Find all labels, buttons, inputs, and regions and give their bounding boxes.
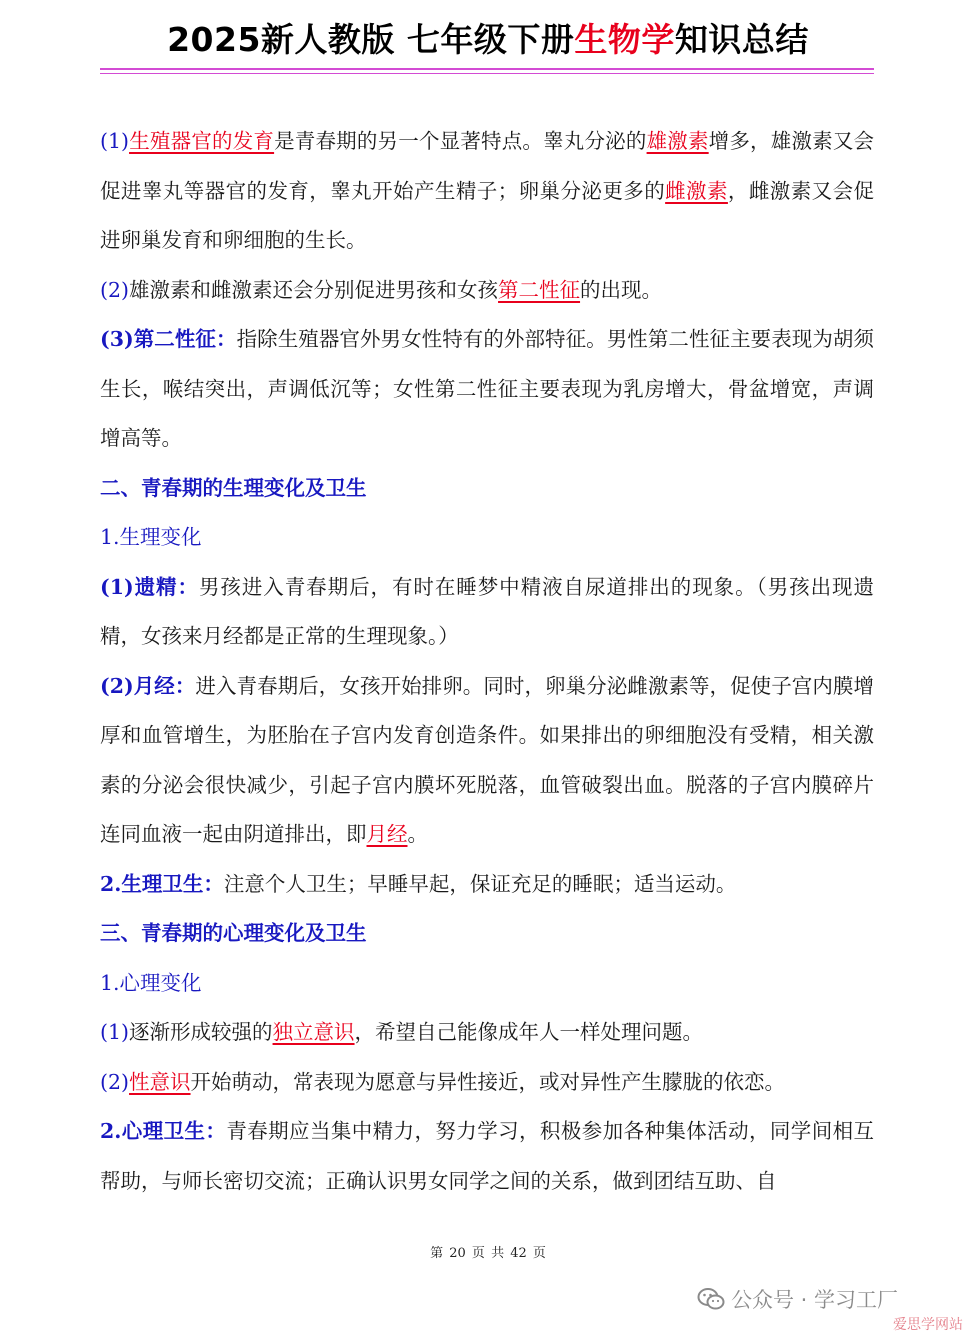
paragraph-menstruation <box>100 662 874 860</box>
paragraph-text: 指除生殖器官外男女性特有的外部特征。男性第二性征主要表现为胡须生长，喉结突出，声调低沉等；女性第二性征主要表现为乳房增大，骨盆增宽，声调增高等。 <box>100 327 875 450</box>
key-term: 雄激素 <box>646 129 709 153</box>
key-term: 独立意识 <box>272 1020 355 1044</box>
paragraph-mental-hygiene <box>100 1107 874 1206</box>
subsection-heading: 1.心理变化 <box>100 970 202 995</box>
key-term: 第二性征 <box>498 277 581 302</box>
paragraph-secondary-sex-promotion <box>100 266 874 316</box>
term-label: 2.生理卫生： <box>100 871 224 896</box>
term-label: (3)第二性征： <box>100 327 237 351</box>
term-label: 2.心理卫生： <box>100 1119 227 1143</box>
key-term: 月经 <box>366 822 408 846</box>
page-word: 第 <box>430 1246 444 1261</box>
section-heading: 三、青春期的心理变化及卫生 <box>100 921 367 945</box>
title-divider-top <box>100 68 874 70</box>
paragraph-secondary-sex-definition <box>100 315 874 464</box>
term-label: (2)月经： <box>100 673 196 698</box>
paragraph-text: 进入青春期后，女孩开始排卵。同时，卵巢分泌雌激素等，促使子宫内膜增厚和血管增生，为胚胎在子宫内发育创造条件。如果排出的卵细胞没有受精，相关激素的分泌会很快减少，引起子宫内膜坏死脱落，血管破裂出血。脱落的子宫内膜碎片连同血液一起由阴道排出，即 <box>100 673 874 846</box>
paragraph-independence <box>100 1008 874 1058</box>
document-body <box>100 117 874 1206</box>
page-word: 页 <box>532 1246 546 1261</box>
paragraph-text: 是青春期的另一个显著特点。睾丸分泌的 <box>274 129 647 153</box>
page-word: 页 <box>471 1246 485 1261</box>
paragraph-text: 逐渐形成较强的 <box>129 1020 273 1044</box>
paragraph-text: 。 <box>407 822 428 846</box>
wechat-icon <box>697 1287 725 1311</box>
paragraph-text: ，希望自己能像成年人一样处理问题。 <box>354 1020 704 1044</box>
paragraph-text: 雄激素和雌激素还会分别促进男孩和女孩 <box>129 277 499 302</box>
title-prefix: 2025新人教版 七年级下册 <box>167 20 575 59</box>
paragraph-text: 的出现。 <box>580 277 663 302</box>
paragraph-text: ，雌激素又会促进卵巢发育和卵细胞的生长。 <box>100 178 875 252</box>
item-number: (1) <box>100 1020 130 1044</box>
paragraph-text: 男孩进入青春期后，有时在睡梦中精液自尿道排出的现象。（男孩出现遗精，女孩来月经都是正常的生理现象。） <box>100 574 874 648</box>
paragraph-text: 青春期应当集中精力，努力学习，积极参加各种集体活动，同学间相互帮助，与师长密切交流；正确认识男女同学之间的关系，做到团结互助、自 <box>100 1119 875 1193</box>
subsection-heading: 1.生理变化 <box>100 525 202 549</box>
paragraph-text: 开始萌动，常表现为愿意与异性接近，或对异性产生朦胧的依恋。 <box>190 1069 786 1094</box>
item-number: (1) <box>100 129 130 153</box>
paragraph-text: 增多，雄激素又会促进睾丸等器官的发育，睾丸开始产生精子；卵巢分泌更多的 <box>100 129 875 203</box>
paragraph-nocturnal-emission <box>100 563 874 662</box>
paragraph-reproductive-organs <box>100 117 874 266</box>
item-number: (2) <box>100 1069 130 1094</box>
paragraph-physical-hygiene <box>100 860 874 910</box>
page-title <box>0 14 976 61</box>
title-suffix: 知识总结 <box>674 20 809 59</box>
item-number: (2) <box>100 277 130 302</box>
paragraph-sexual-awareness <box>100 1058 874 1108</box>
key-term: 生殖器官的发育 <box>129 129 275 153</box>
paragraph-text: 注意个人卫生；早睡早起，保证充足的睡眠；适当运动。 <box>223 871 737 896</box>
site-watermark: 爱思学网站 <box>893 1317 963 1333</box>
section-heading: 二、青春期的生理变化及卫生 <box>100 475 367 500</box>
current-page: 20 <box>449 1246 466 1261</box>
key-term: 性意识 <box>129 1069 191 1094</box>
page-number <box>0 1242 976 1261</box>
page-word: 共 <box>491 1246 505 1261</box>
total-pages: 42 <box>510 1246 527 1261</box>
wechat-account-text: 公众号 · 学习工厂 <box>731 1288 899 1312</box>
wechat-watermark <box>697 1284 898 1314</box>
title-highlight: 生物学 <box>574 20 675 59</box>
key-term: 雌激素 <box>665 178 728 203</box>
title-divider-bottom <box>100 73 874 74</box>
term-label: (1)遗精： <box>100 574 199 599</box>
